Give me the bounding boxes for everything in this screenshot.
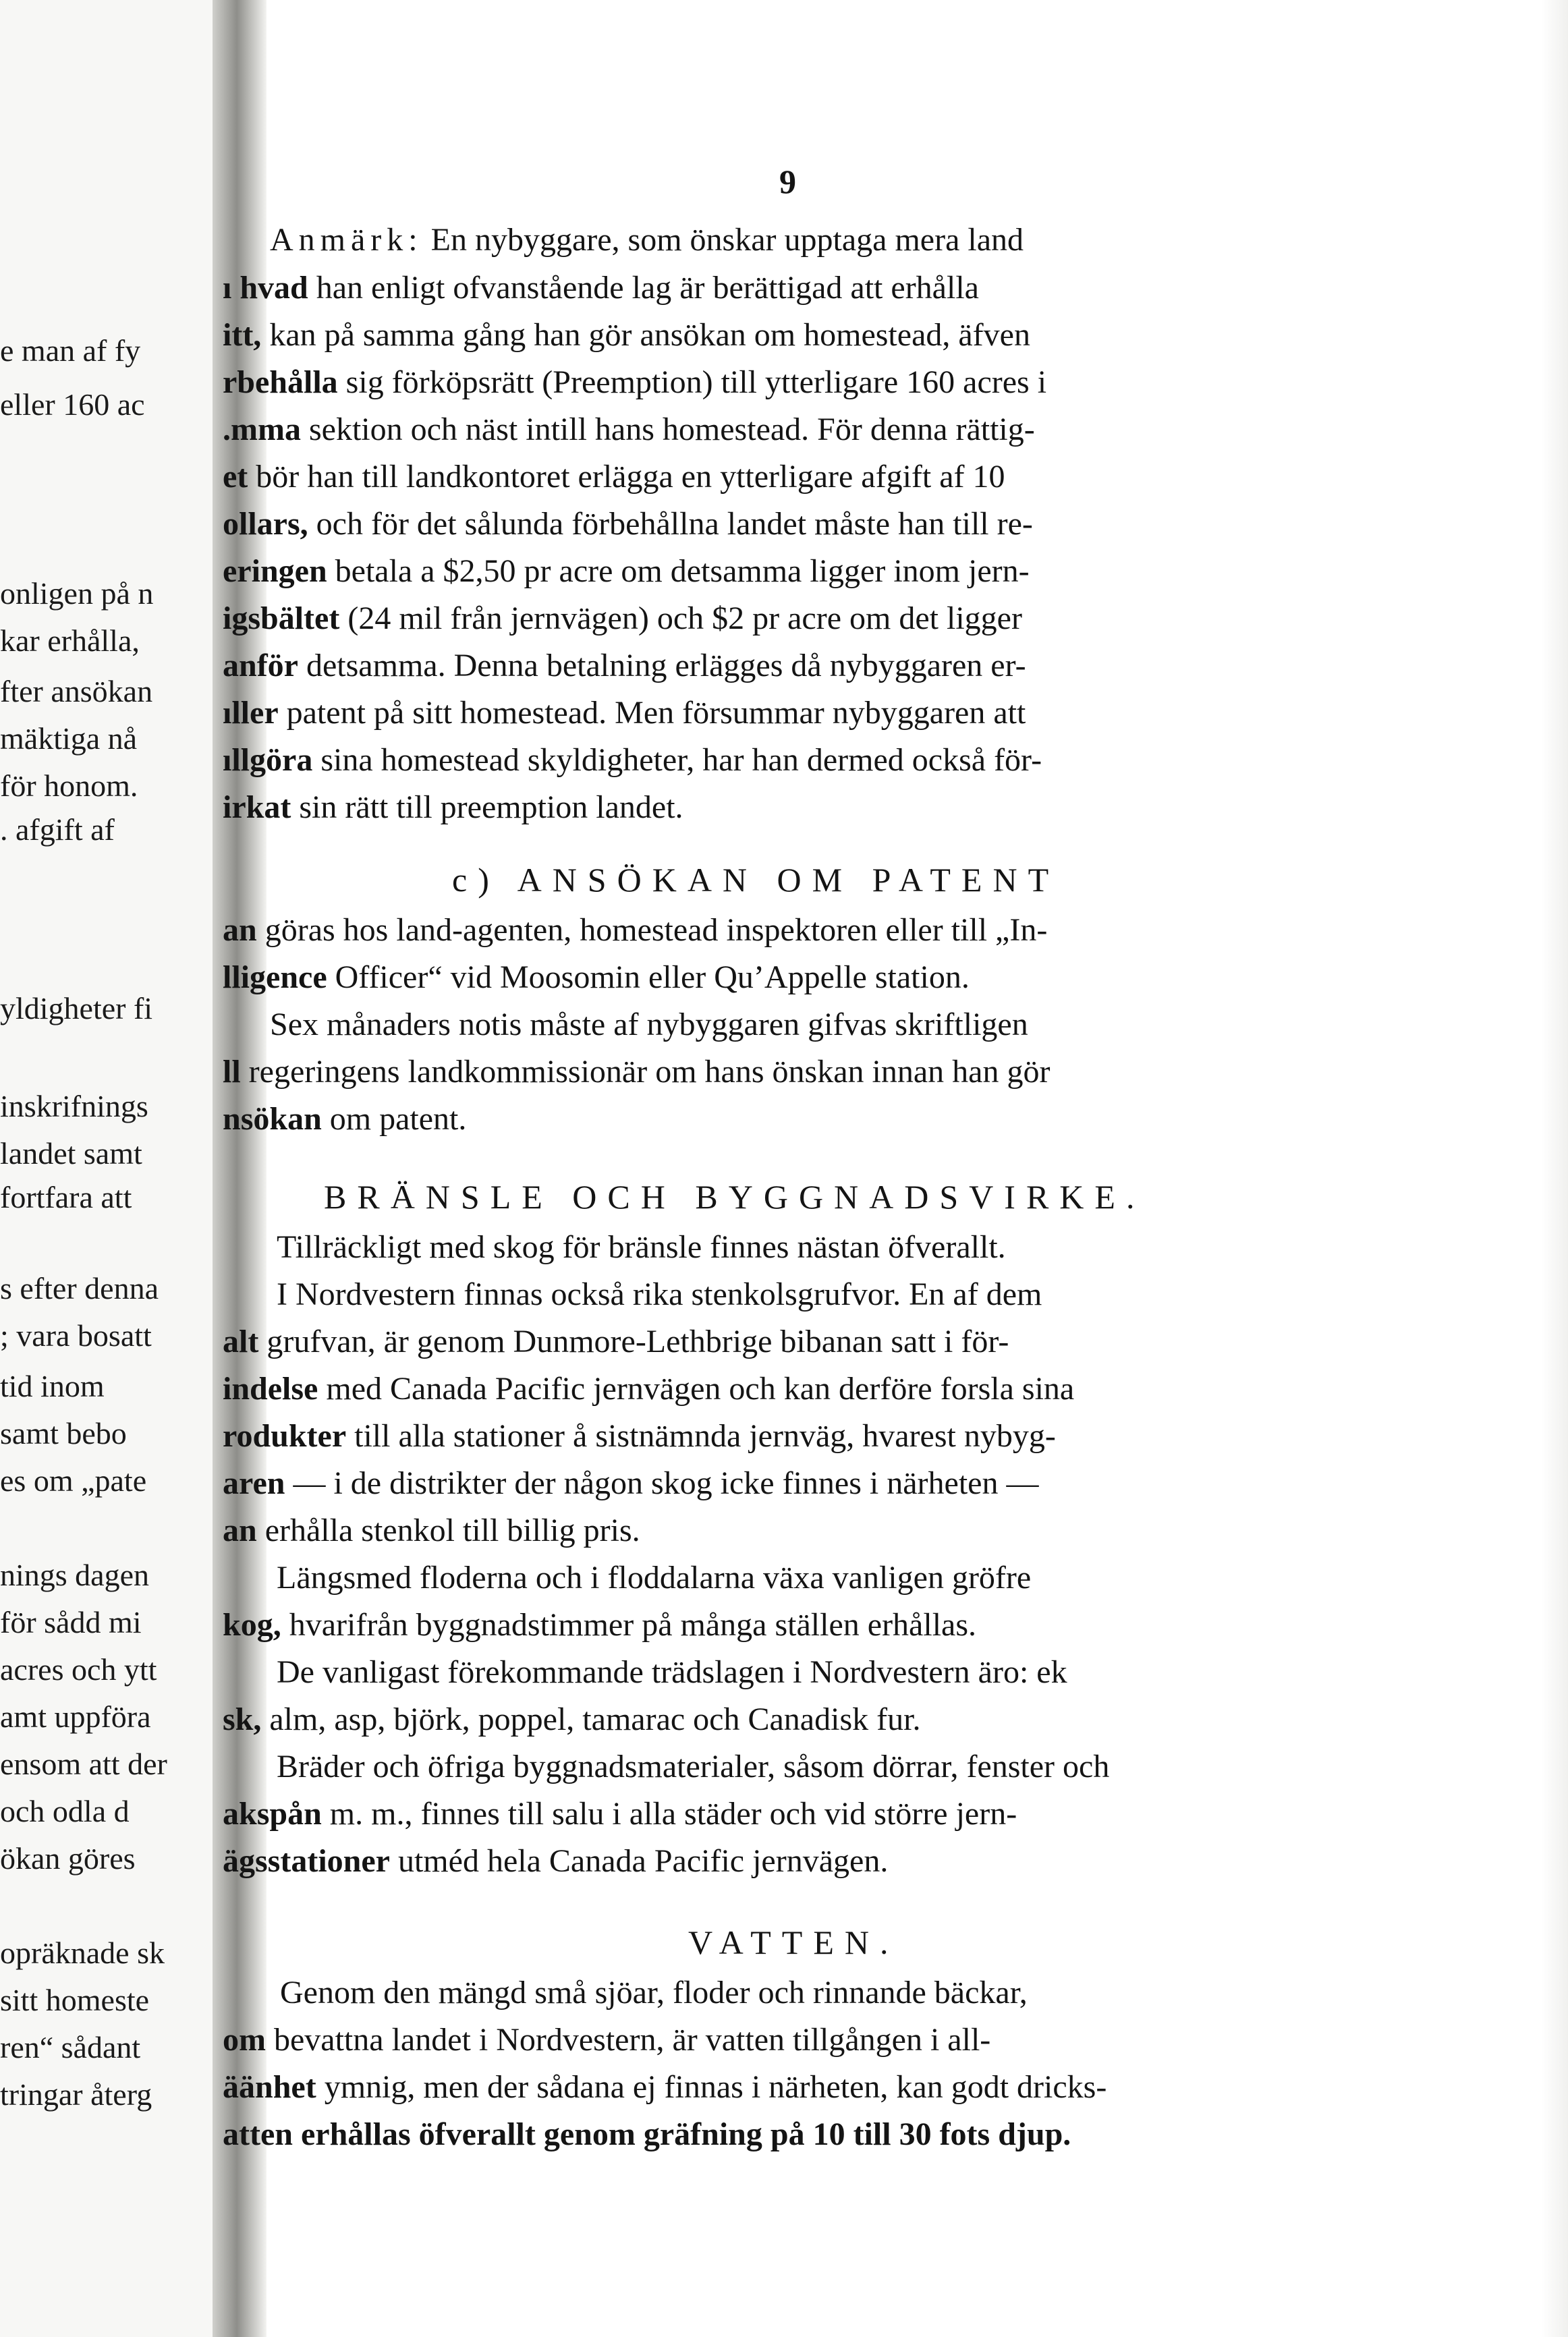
line-rest: betala a $2,50 pr acre om detsamma ligger inom jern- xyxy=(327,553,1030,589)
line-rest: sina homestead skyldigheter, har han dermed också för- xyxy=(312,742,1042,778)
text-line xyxy=(223,2064,1410,2110)
text-line xyxy=(223,1838,1410,1884)
line-rest: göras hos land-agenten, homestead inspektoren eller till „In- xyxy=(256,912,1048,948)
line-lead: irkat xyxy=(223,789,291,825)
left-text-line: fortfara att xyxy=(0,1180,132,1214)
text-line xyxy=(277,1744,1410,1790)
line-lead: indelse xyxy=(223,1371,318,1407)
section-heading-patent: c) ANSÖKAN OM PATENT xyxy=(452,861,1060,899)
left-text-line: landet samt xyxy=(0,1136,142,1171)
line-rest: patent på sitt homestead. Men försummar nybyggaren att xyxy=(278,695,1026,731)
line-rest: erhålla stenkol till billig pris. xyxy=(256,1513,640,1548)
line-rest: sig förköpsrätt (Preemption) till ytterligare 160 acres i xyxy=(337,364,1047,400)
text-line xyxy=(223,501,1410,547)
page-number: 9 xyxy=(779,163,796,200)
line-lead: ı hvad xyxy=(223,270,308,306)
left-text-line: amt uppföra xyxy=(0,1699,151,1734)
left-text-line: yldigheter fi xyxy=(0,991,153,1025)
left-text-line: opräknade sk xyxy=(0,1936,165,1970)
left-text-line: kar erhålla, xyxy=(0,623,140,658)
line-lead: an xyxy=(223,1513,257,1548)
line-rest: om patent. xyxy=(321,1101,467,1137)
line-lead: et xyxy=(223,459,248,495)
line-rest: regeringens landkommissionär om hans önskan innan han gör xyxy=(240,1054,1051,1090)
text-line xyxy=(270,1002,1410,1048)
line-rest: bevattna landet i Nordvestern, är vatten tillgången i all- xyxy=(265,2022,991,2058)
line-lead: alt xyxy=(223,1324,259,1359)
section-heading-bransle: BRÄNSLE OCH BYGGNADSVIRKE. xyxy=(324,1178,1146,1216)
text-line xyxy=(223,265,1410,311)
text-line xyxy=(277,1555,1410,1601)
section-heading-vatten: VATTEN. xyxy=(688,1923,899,1961)
line-rest: sektion och näst intill hans homestead. För denna rättig- xyxy=(300,412,1035,447)
line-lead: anför xyxy=(223,648,298,683)
text-line xyxy=(223,1461,1410,1507)
left-text-line: ökan göres xyxy=(0,1841,136,1876)
line-lead: .mma xyxy=(223,412,301,447)
left-text-line: e man af fy xyxy=(0,333,141,368)
left-text-line: inskrifnings xyxy=(0,1089,148,1123)
text-line xyxy=(223,548,1410,594)
text-line xyxy=(277,1272,1410,1318)
line-lead: an xyxy=(223,912,257,948)
left-text-line: för sådd mi xyxy=(0,1605,142,1639)
line-lead: ıllgöra xyxy=(223,742,313,778)
left-text-line: s efter denna xyxy=(0,1271,159,1305)
line-lead: nsökan xyxy=(223,1101,322,1137)
line-lead: igsbältet xyxy=(223,600,340,636)
text-line xyxy=(223,1791,1410,1837)
text-line xyxy=(223,1697,1410,1743)
line-rest: hvarifrån byggnadstimmer på många ställen erhållas. xyxy=(281,1607,977,1643)
left-text-line: nings dagen xyxy=(0,1558,150,1592)
text-line xyxy=(223,907,1410,953)
left-text-line: eller 160 ac xyxy=(0,387,145,422)
line-lead: akspån xyxy=(223,1796,322,1832)
line-lead: om xyxy=(223,2022,266,2058)
text-line xyxy=(223,737,1410,783)
line-rest: Genom den mängd små sjöar, floder och rinnande bäckar, xyxy=(280,1975,1028,2010)
text-line xyxy=(223,2112,1410,2158)
left-text-line: tid inom xyxy=(0,1369,105,1403)
line-lead: ıller xyxy=(223,695,279,731)
text-line xyxy=(223,1319,1410,1365)
line-rest: I Nordvestern finnas också rika stenkolsgrufvor. En af dem xyxy=(277,1276,1042,1312)
text-line xyxy=(223,407,1410,453)
line-rest: m. m., finnes till salu i alla städer och vid större jern- xyxy=(321,1796,1017,1832)
left-text-line: tringar återg xyxy=(0,2077,152,2112)
text-line xyxy=(223,1602,1410,1648)
line-lead: eringen xyxy=(223,553,327,589)
left-page-fragment xyxy=(0,0,223,2337)
line-lead: ägsstationer xyxy=(223,1843,390,1879)
line-lead: sk, xyxy=(223,1701,262,1737)
text-line xyxy=(223,1366,1410,1412)
line-lead: ollars, xyxy=(223,506,308,542)
line-rest: detsamma. Denna betalning erlägges då nybyggaren er- xyxy=(298,648,1026,683)
line-rest: och för det sålunda förbehållna landet måste han till re- xyxy=(308,506,1033,542)
left-text-line: ren“ sådant xyxy=(0,2030,141,2064)
line-rest: (24 mil från jernvägen) och $2 pr acre om det ligger xyxy=(339,600,1022,636)
left-text-line: sitt homeste xyxy=(0,1983,150,2017)
text-line xyxy=(223,360,1410,405)
left-text-line: . afgift af xyxy=(0,812,115,847)
text-line xyxy=(223,785,1410,830)
line-lead: itt, xyxy=(223,317,262,353)
text-line xyxy=(223,312,1410,358)
text-line xyxy=(223,643,1410,689)
left-text-line: ; vara bosatt xyxy=(0,1318,152,1353)
text-line xyxy=(223,2017,1410,2063)
left-text-line: samt bebo xyxy=(0,1416,127,1451)
line-rest: Bräder och öfriga byggnadsmaterialer, såsom dörrar, fenster och xyxy=(277,1749,1110,1784)
line-lead: ll xyxy=(223,1054,241,1090)
line-rest: En nybyggare, som önskar upptaga mera land xyxy=(422,222,1024,258)
line-lead: rodukter xyxy=(223,1418,347,1454)
left-text-line: acres och ytt xyxy=(0,1652,157,1687)
left-text-line: fter ansökan xyxy=(0,674,153,708)
text-line xyxy=(223,1413,1410,1459)
line-rest: grufvan, är genom Dunmore-Lethbrige bibanan satt i för- xyxy=(258,1324,1009,1359)
line-rest: med Canada Pacific jernvägen och kan derföre forsla sina xyxy=(318,1371,1075,1407)
line-rest: De vanligast förekommande trädslagen i Nordvestern äro: ek xyxy=(277,1654,1067,1690)
anmark-label: Anmärk: xyxy=(270,222,423,258)
text-line xyxy=(223,454,1410,500)
line-rest: han enligt ofvanstående lag är berättigad att erhålla xyxy=(308,270,979,306)
text-line xyxy=(223,596,1410,642)
line-rest: utméd hela Canada Pacific jernvägen. xyxy=(389,1843,889,1879)
line-rest: Längsmed floderna och i floddalarna växa vanligen gröfre xyxy=(277,1560,1032,1596)
text-line xyxy=(223,690,1410,736)
left-text-line: es om „pate xyxy=(0,1463,147,1498)
text-line xyxy=(277,1224,1410,1270)
left-text-line: för honom. xyxy=(0,768,138,803)
line-lead: äänhet xyxy=(223,2069,316,2105)
text-line xyxy=(223,1049,1410,1095)
line-rest: Sex månaders notis måste af nybyggaren gifvas skriftligen xyxy=(270,1007,1028,1042)
left-text-line: onligen på n xyxy=(0,576,154,611)
line-rest: — i de distrikter der någon skog icke finnes i närheten — xyxy=(285,1465,1039,1501)
line-lead: lligence xyxy=(223,959,327,995)
left-text-line: mäktiga nå xyxy=(0,721,138,756)
left-text-line: ensom att der xyxy=(0,1747,167,1781)
line-rest: Tillräckligt med skog för bränsle finnes nästan öfverallt. xyxy=(277,1229,1006,1265)
text-line xyxy=(223,955,1410,1001)
line-rest: kan på samma gång han gör ansökan om homestead, äfven xyxy=(261,317,1030,353)
line-rest: sin rätt till preemption landet. xyxy=(291,789,683,825)
text-line xyxy=(270,217,1410,263)
line-lead: rbehålla xyxy=(223,364,338,400)
line-rest: erhållas öfverallt genom gräfning på 10 till 30 fots djup. xyxy=(292,2116,1071,2152)
line-rest: ymnig, men der sådana ej finnas i närheten, kan godt dricks- xyxy=(316,2069,1107,2105)
text-line xyxy=(277,1650,1410,1695)
line-lead: kog, xyxy=(223,1607,281,1643)
text-line xyxy=(223,1096,1410,1142)
left-text-line: och odla d xyxy=(0,1794,130,1828)
line-lead: atten xyxy=(223,2116,293,2152)
page-edge xyxy=(1541,0,1568,2337)
line-rest: till alla stationer å sistnämnda jernväg, hvarest nybyg- xyxy=(346,1418,1056,1454)
line-lead: aren xyxy=(223,1465,285,1501)
line-rest: bör han till landkontoret erlägga en ytterligare afgift af 10 xyxy=(248,459,1005,495)
text-line xyxy=(280,1970,1410,2016)
text-line xyxy=(223,1508,1410,1554)
line-rest: alm, asp, björk, poppel, tamarac och Canadisk fur. xyxy=(261,1701,921,1737)
line-rest: Officer“ vid Moosomin eller Qu’Appelle station. xyxy=(327,959,970,995)
